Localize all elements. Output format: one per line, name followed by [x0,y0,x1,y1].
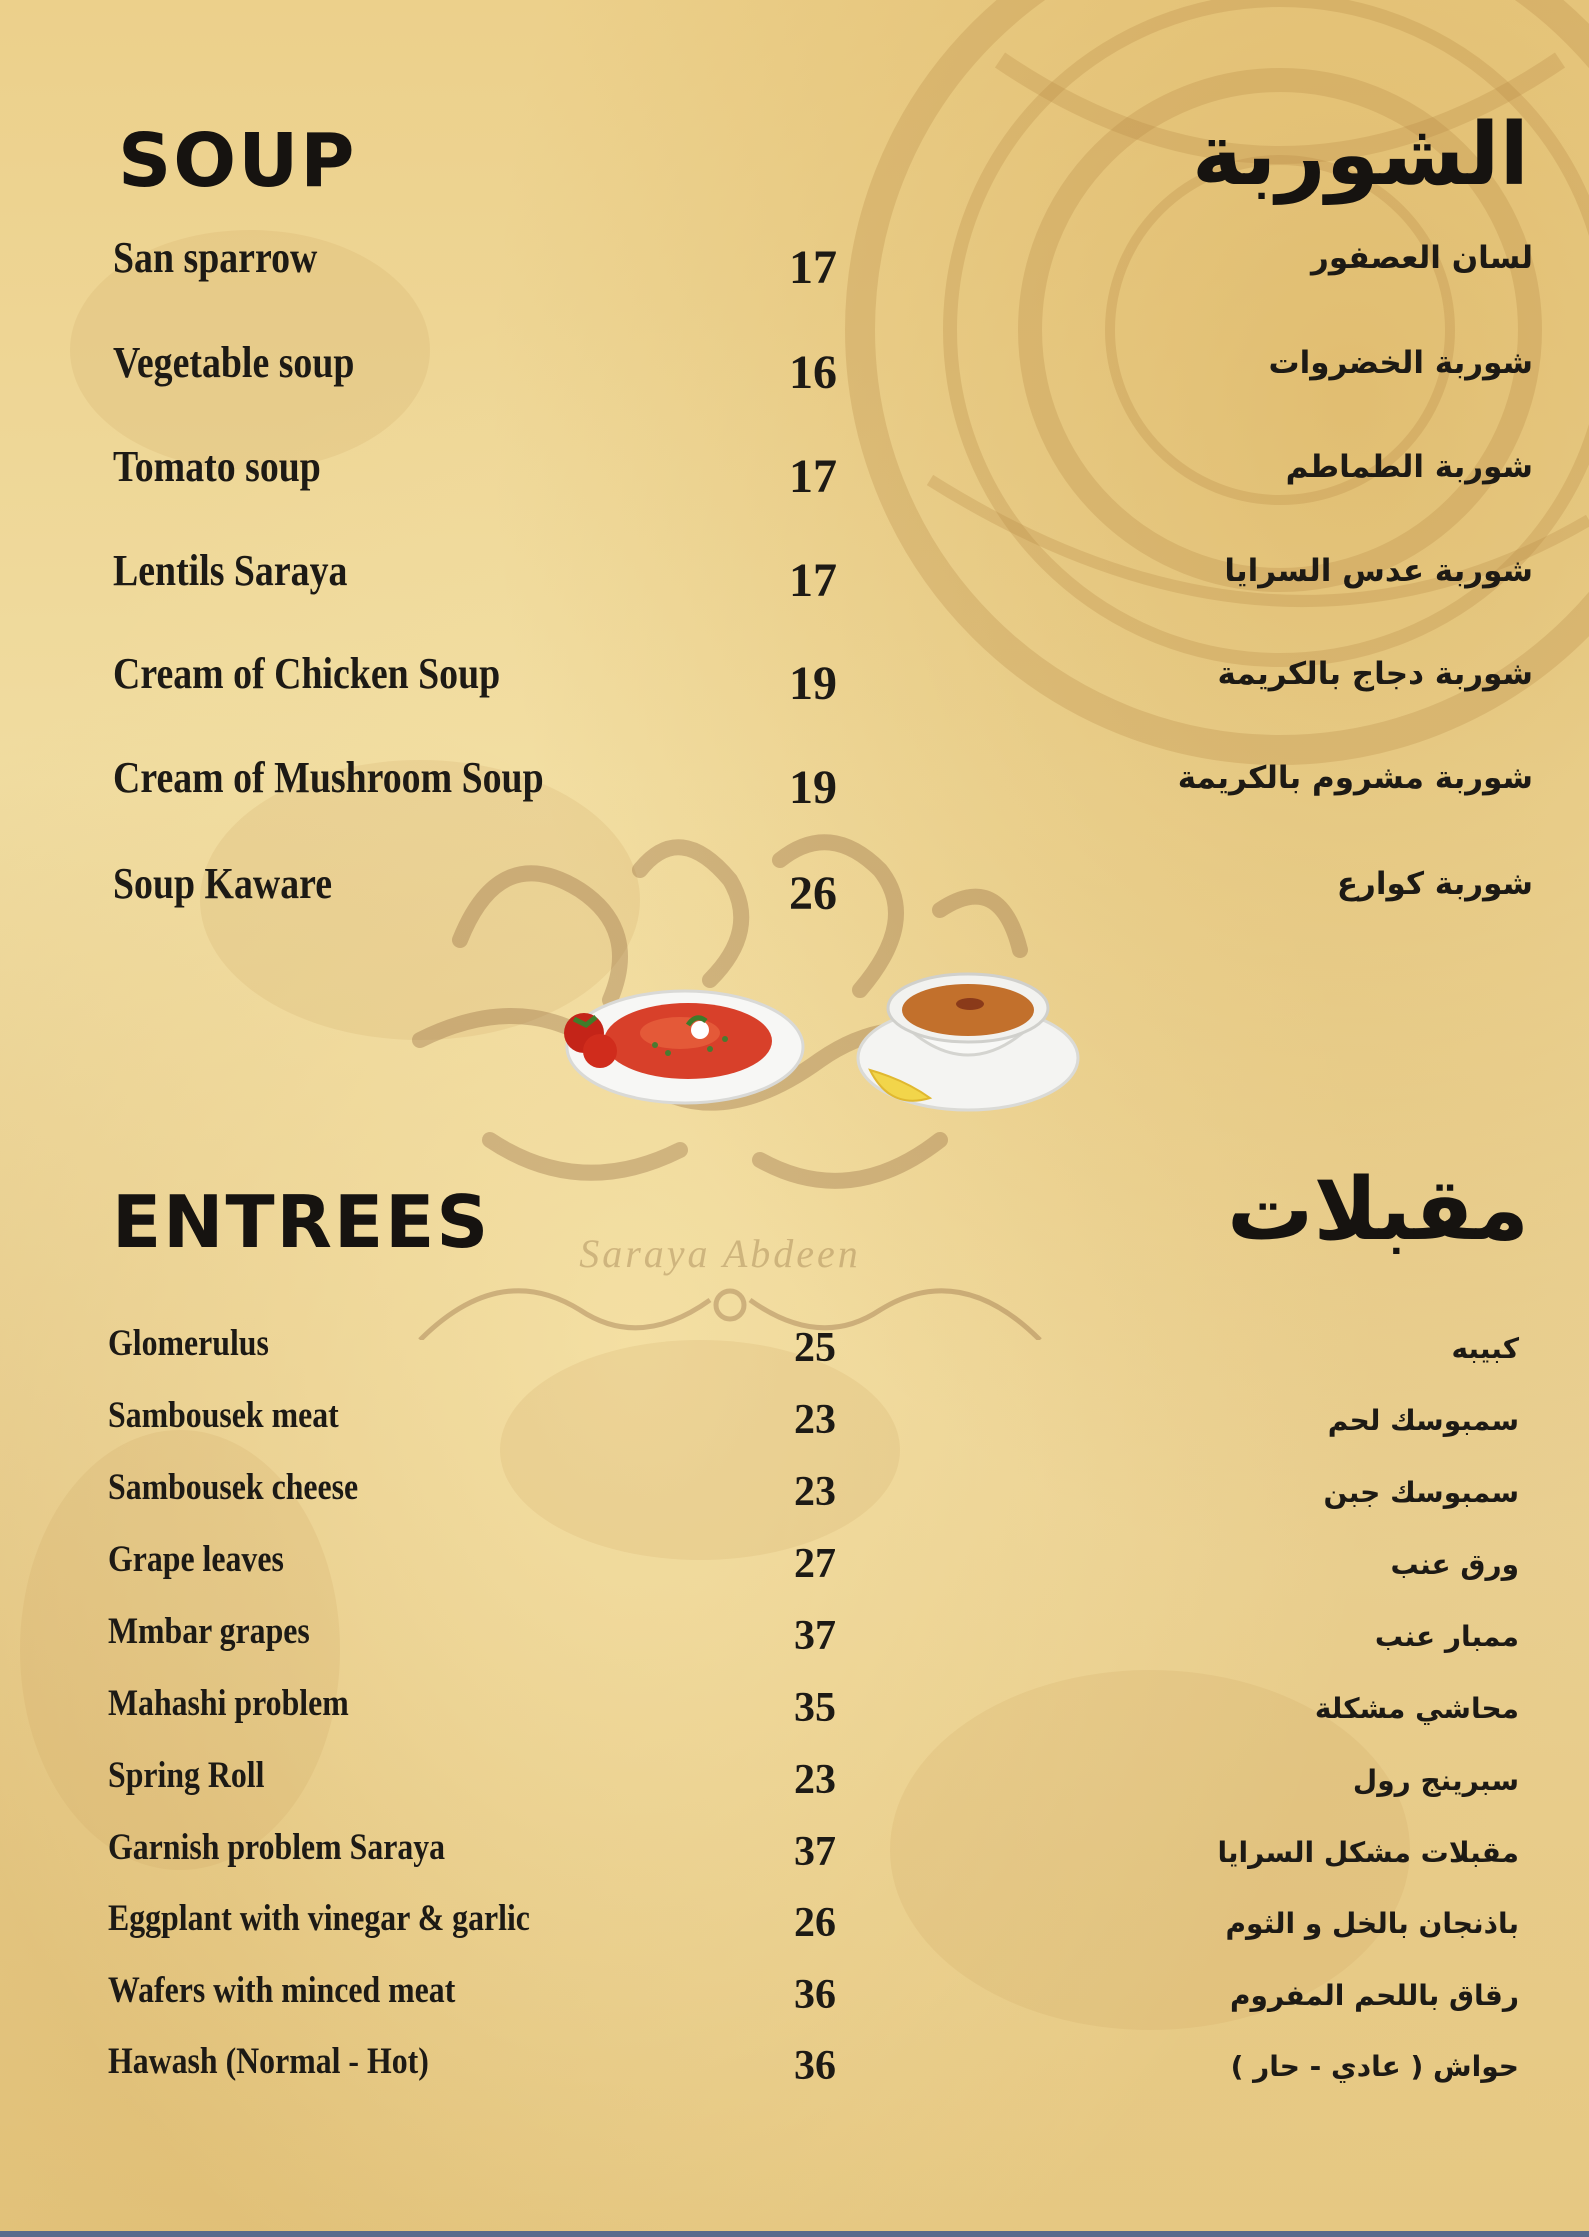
entree-item-name: Hawash (Normal - Hot) [108,2041,429,2082]
entree-item-price: 27 [794,1541,836,1587]
entree-item-price: 35 [794,1685,836,1731]
entree-item-name-arabic: كبيبه [1451,1332,1519,1365]
soup-item-name: Soup Kaware [113,859,333,908]
entree-item-name: Sambousek meat [108,1395,339,1436]
entree-item-price: 37 [794,1829,836,1875]
entree-item-name: Garnish problem Saraya [108,1827,446,1868]
entree-item-price: 26 [794,1900,836,1946]
soup-item-name-arabic: شوربة عدس السرايا [1224,553,1533,589]
entree-item-name: Eggplant with vinegar & garlic [108,1898,530,1939]
entree-item-price: 23 [794,1757,836,1803]
entree-item-price: 37 [794,1613,836,1659]
entree-item-name: Grape leaves [108,1539,284,1580]
entree-item-name-arabic: ورق عنب [1390,1548,1519,1581]
soup-item-name-arabic: شوربة الطماطم [1285,449,1533,485]
entree-item-name: Mmbar grapes [108,1611,310,1652]
entree-item-price: 36 [794,1972,836,2018]
entree-item-name-arabic: رقاق باللحم المفروم [1230,1979,1519,2012]
entree-item-name-arabic: سبرينج رول [1352,1764,1519,1797]
entree-item-name: Glomerulus [108,1323,269,1364]
entree-item-name: Mahashi problem [108,1683,349,1724]
soup-item-name: Lentils Saraya [113,546,348,595]
entree-item-name-arabic: مقبلات مشكل السرايا [1217,1836,1519,1869]
soup-item-price: 17 [789,554,837,607]
soup-heading-arabic: الشوربة [1191,105,1529,205]
entree-item-price: 23 [794,1397,836,1443]
entree-item-name-arabic: باذنجان بالخل و الثوم [1225,1907,1519,1940]
soup-item-name: Tomato soup [113,442,321,491]
entree-item-name-arabic: محاشي مشكلة [1314,1692,1519,1725]
soup-item-price: 17 [789,241,837,294]
entree-item-name-arabic: ممبار عنب [1374,1620,1519,1653]
soup-item-price: 16 [789,346,837,399]
entree-item-price: 23 [794,1469,836,1515]
entree-item-name-arabic: سمبوسك جبن [1323,1476,1519,1509]
soup-heading: SOUP [118,118,357,204]
entree-item-name: Spring Roll [108,1755,265,1796]
entree-item-price: 25 [794,1325,836,1371]
soup-item-price: 19 [789,761,837,814]
soup-item-price: 17 [789,450,837,503]
soup-item-name-arabic: لسان العصفور [1311,240,1533,276]
logo-text: Saraya Abdeen [579,1231,861,1276]
soup-item-name: Vegetable soup [113,338,355,387]
soup-item-name: Cream of Mushroom Soup [113,753,544,802]
soup-item-price: 26 [789,867,837,920]
entree-item-name: Wafers with minced meat [108,1970,456,2011]
entrees-heading: ENTREES [112,1180,491,1264]
soup-item-name-arabic: شوربة دجاج بالكريمة [1217,656,1533,692]
soup-item-name: San sparrow [113,233,318,282]
entree-item-price: 36 [794,2043,836,2089]
entree-item-name-arabic: سمبوسك لحم [1327,1404,1519,1437]
entrees-heading-arabic: مقبلات [1227,1160,1529,1260]
entree-item-name: Sambousek cheese [108,1467,359,1508]
page-edge [0,2231,1589,2237]
tomato-soup-image [550,975,810,1115]
soup-item-name-arabic: شوربة الخضروات [1268,345,1533,381]
soup-item-price: 19 [789,657,837,710]
soup-item-name: Cream of Chicken Soup [113,649,501,698]
soup-item-name-arabic: شوربة كوارع [1336,866,1533,902]
lentil-soup-image [850,950,1080,1120]
soup-item-name-arabic: شوربة مشروم بالكريمة [1177,760,1533,796]
entree-item-name-arabic: حواش ( عادي - حار ) [1230,2050,1519,2083]
